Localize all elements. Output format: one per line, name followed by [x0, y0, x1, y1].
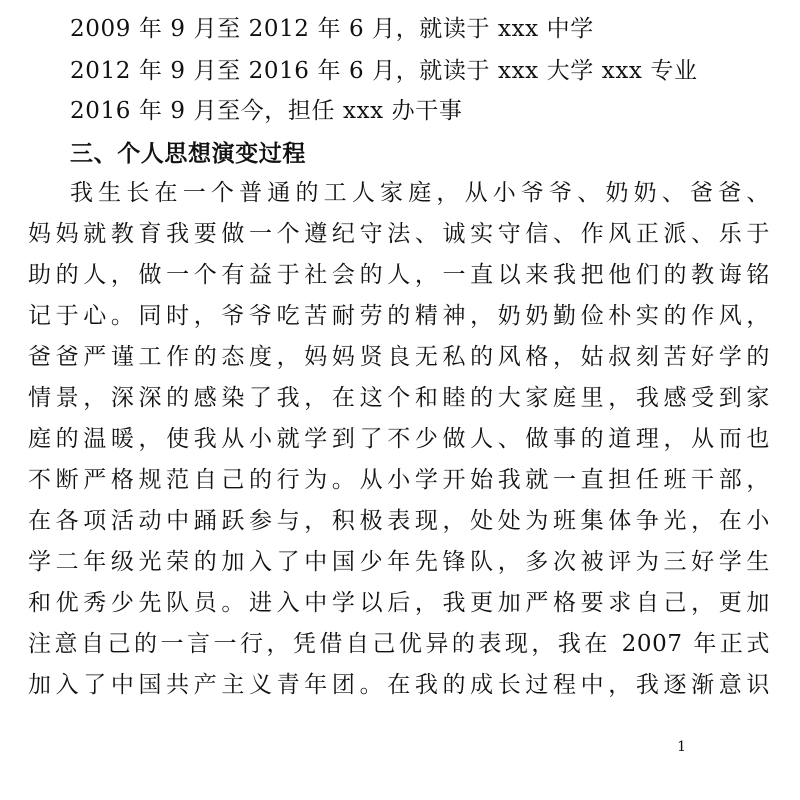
paragraph-line: 不断严格规范自己的行为。从小学开始我就一直担任班干部， [28, 467, 770, 493]
paragraph-line: 爸爸严谨工作的态度，妈妈贤良无私的风格，姑叔刻苦好学的 [28, 344, 770, 370]
paragraph-line: 学二年级光荣的加入了中国少年先锋队，多次被评为三好学生 [28, 549, 770, 575]
paragraph-line: 妈妈就教育我要做一个遵纪守法、诚实守信、作风正派、乐于 [28, 221, 770, 247]
page-number: 1 [677, 739, 686, 755]
paragraph-line: 庭的温暖，使我从小就学到了不少做人、做事的道理，从而也 [28, 426, 770, 452]
paragraph-line: 助的人，做一个有益于社会的人，一直以来我把他们的教诲铭 [28, 262, 770, 288]
education-line-1: 2009 年 9 月至 2012 年 6 月，就读于 xxx 中学 [70, 16, 594, 42]
paragraph-line: 加入了中国共产主义青年团。在我的成长过程中，我逐渐意识 [28, 672, 770, 698]
section-heading: 三、个人思想演变过程 [70, 140, 306, 167]
paragraph-line: 情景，深深的感染了我，在这个和睦的大家庭里，我感受到家 [28, 385, 770, 411]
paragraph-line: 我生长在一个普通的工人家庭，从小爷爷、奶奶、爸爸、 [70, 180, 770, 206]
paragraph-line: 注意自己的一言一行，凭借自己优异的表现，我在 2007 年正式 [28, 631, 770, 657]
paragraph-line: 记于心。同时，爷爷吃苦耐劳的精神，奶奶勤俭朴实的作风， [28, 303, 770, 329]
paragraph-line: 和优秀少先队员。进入中学以后，我更加严格要求自己，更加 [28, 590, 770, 616]
paragraph-line: 在各项活动中踊跃参与，积极表现，处处为班集体争光，在小 [28, 508, 770, 534]
education-line-2: 2012 年 9 月至 2016 年 6 月，就读于 xxx 大学 xxx 专业 [70, 58, 698, 84]
education-line-3: 2016 年 9 月至今，担任 xxx 办干事 [70, 98, 463, 124]
